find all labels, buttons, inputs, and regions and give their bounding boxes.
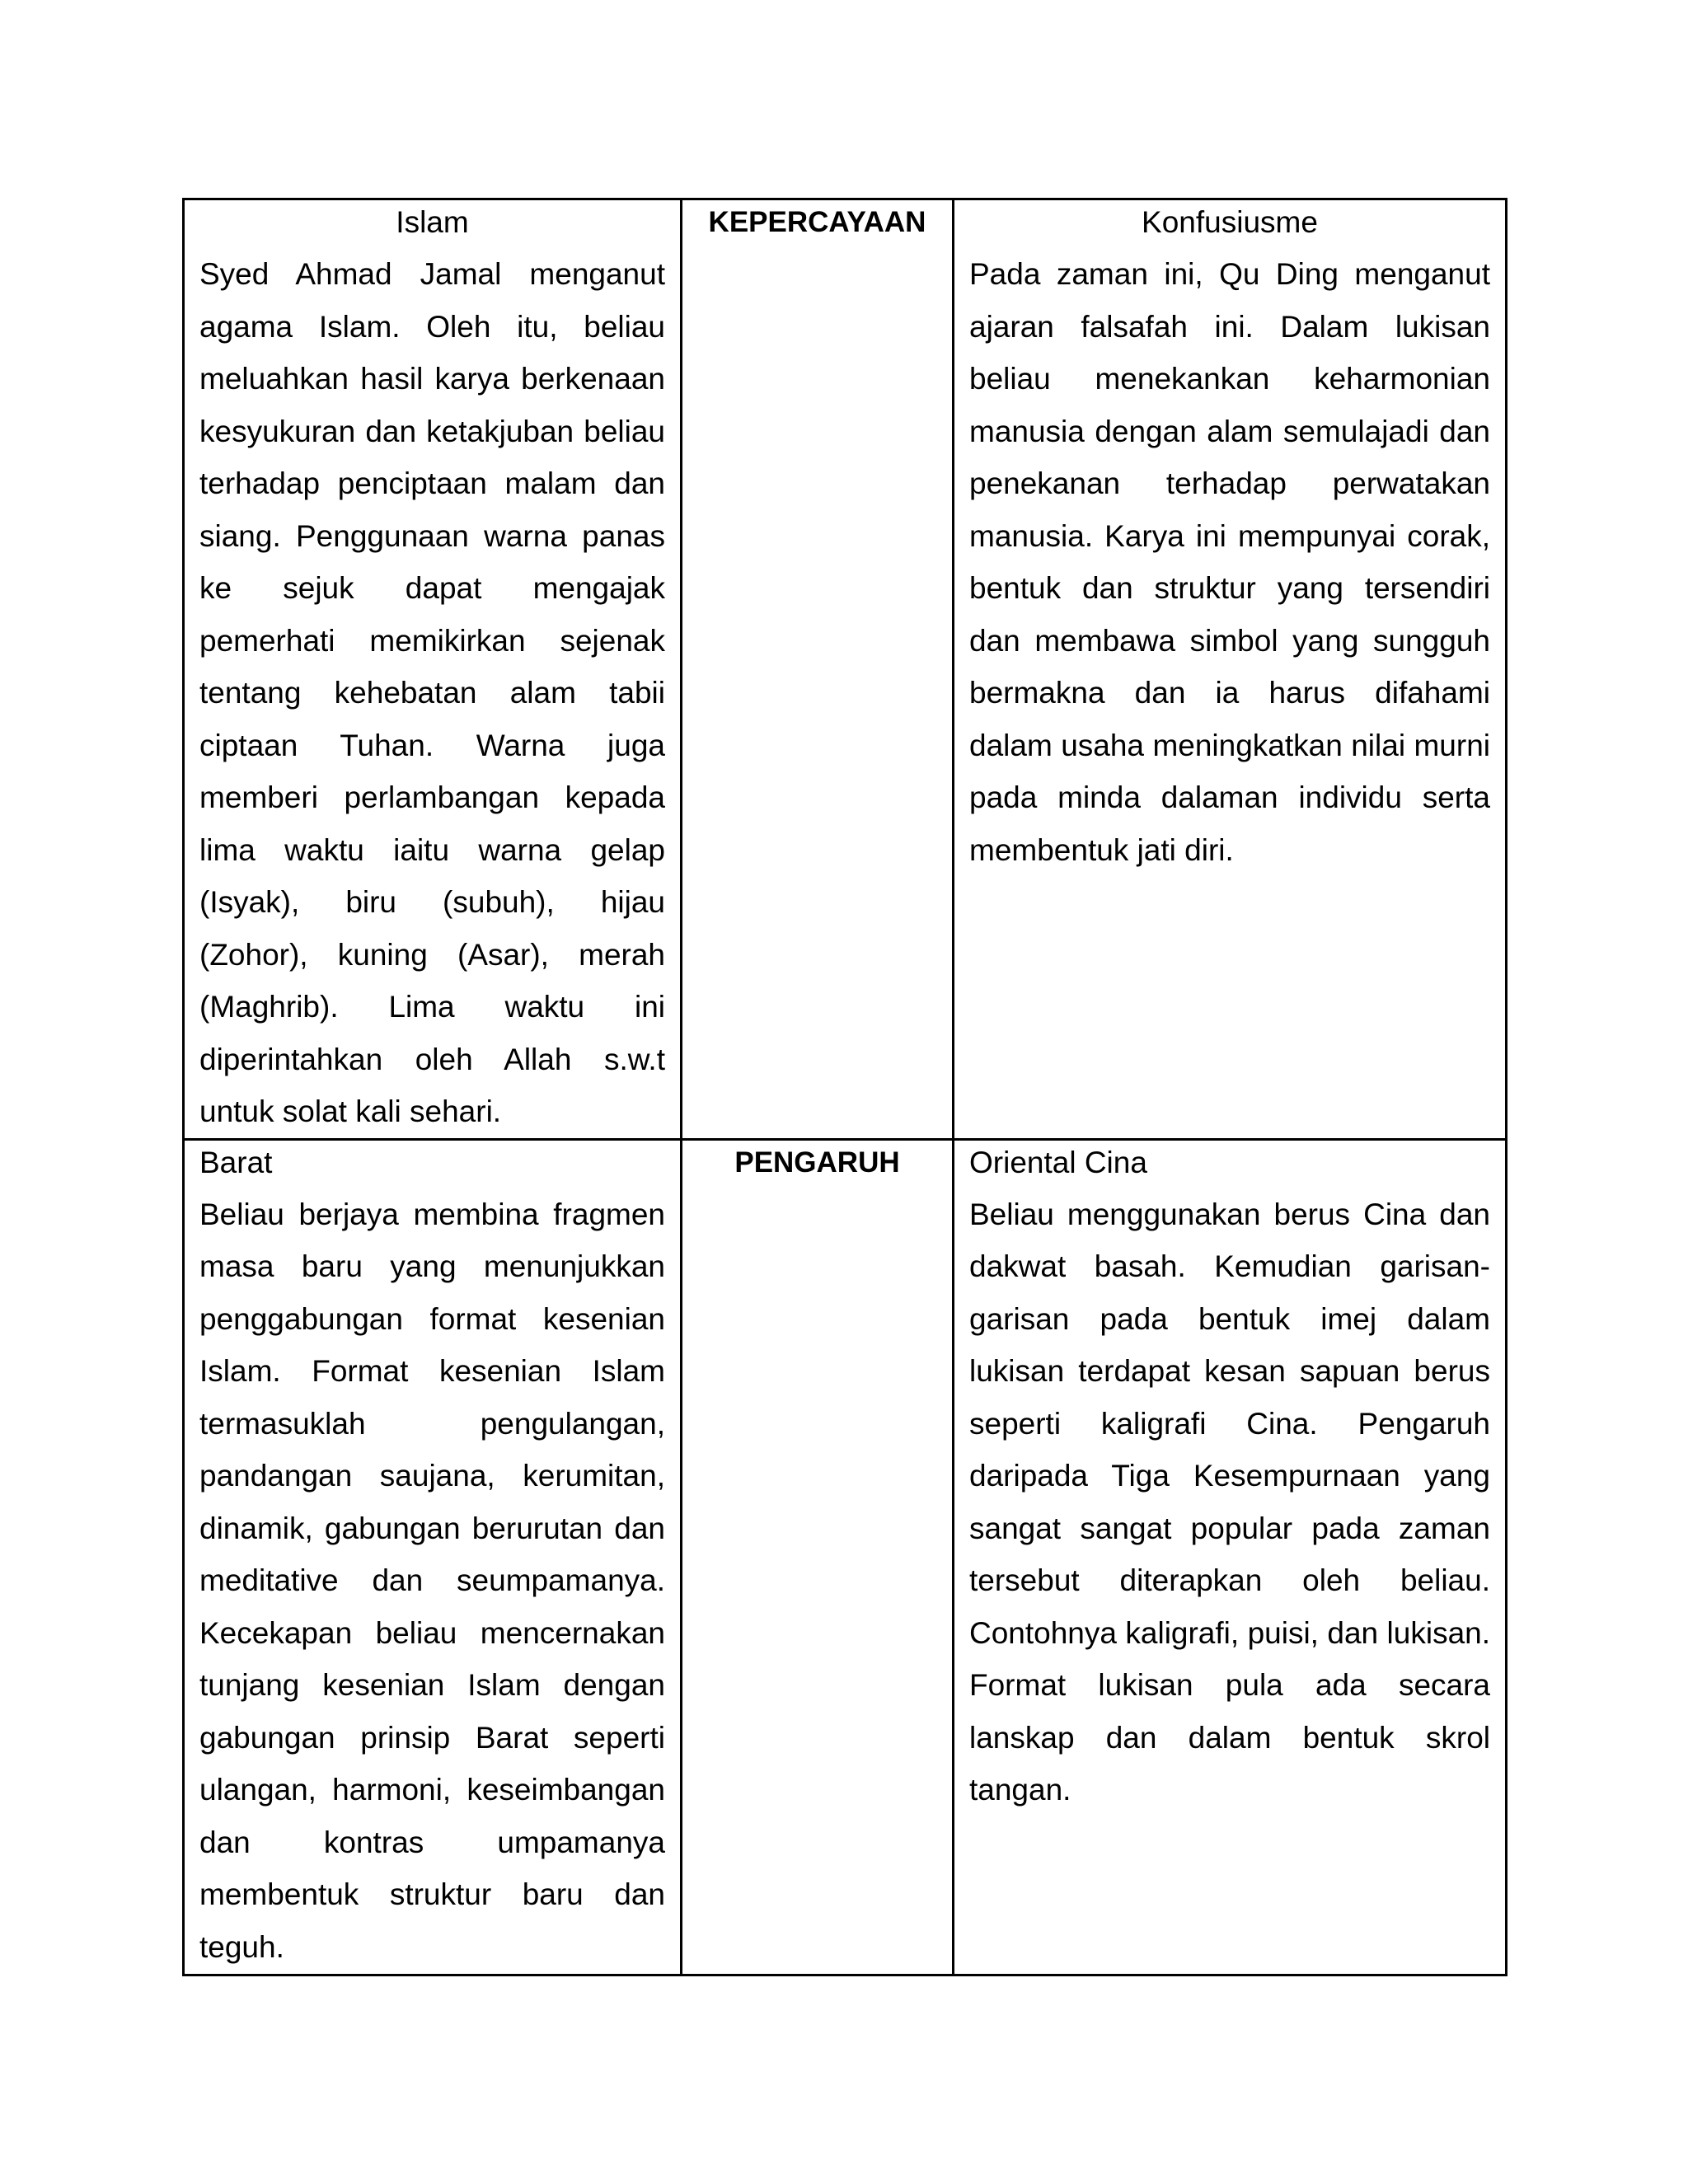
- heading-oriental-cina: Oriental Cina: [969, 1145, 1147, 1179]
- table-row-kepercayaan: [184, 199, 1507, 1140]
- text-barat: Beliau berjaya membina fragmen masa baru yang menunjukkan penggabungan format kesenian Islam. Format kesenian Islam termasuklah pengulangan, pandangan saujana, kerumitan, dinamik, gabungan berurutan dan meditative dan seumpamanya. Kecekapan beliau mencernakan tunjang kesenian Islam dengan gabungan prinsip Barat seperti ulangan, harmoni, keseimbangan dan kontras umpamanya membentuk struktur baru dan teguh.: [199, 1197, 665, 1964]
- text-islam: Syed Ahmad Jamal menganut agama Islam. Oleh itu, beliau meluahkan hasil karya berkenaan kesyukuran dan ketakjuban beliau terhadap penciptaan malam dan siang. Penggunaan warna panas ke sejuk dapat mengajak pemerhati memikirkan sejenak tentang kehebatan alam tabii ciptaan Tuhan. Warna juga memberi perlambangan kepada lima waktu iaitu warna gelap (Isyak), biru (subuh), hijau (Zohor), kuning (Asar), merah (Maghrib). Lima waktu ini diperintahkan oleh Allah s.w.t untuk solat kali sehari.: [199, 257, 665, 1128]
- category-label-kepercayaan: KEPERCAYAAN: [708, 206, 926, 238]
- text-oriental-cina: Beliau menggunakan berus Cina dan dakwat basah. Kemudian garisan-garisan pada bentuk imej dalam lukisan terdapat kesan sapuan berus seperti kaligrafi Cina. Pengaruh daripada Tiga Kesempurnaan yang sangat sangat popular pada zaman tersebut diterapkan oleh beliau. Contohnya kaligrafi, puisi, dan lukisan. Format lukisan pula ada secara lanskap dan dalam bentuk skrol tangan.: [969, 1197, 1490, 1807]
- table-row-pengaruh: [184, 1139, 1507, 1975]
- heading-barat: Barat: [199, 1145, 273, 1179]
- text-konfusiusme: Pada zaman ini, Qu Ding menganut ajaran falsafah ini. Dalam lukisan beliau menekankan keharmonian manusia dengan alam semulajadi dan penekanan terhadap perwatakan manusia. Karya ini mempunyai corak, bentuk dan struktur yang tersendiri dan membawa simbol yang sungguh bermakna dan ia harus difahami dalam usaha meningkatkan nilai murni pada minda dalaman individu serta membentuk jati diri.: [969, 257, 1490, 867]
- cell-barat: [184, 1139, 682, 1975]
- cell-islam: [184, 199, 682, 1140]
- heading-konfusiusme: Konfusiusme: [1142, 205, 1318, 239]
- cell-category-kepercayaan: [682, 199, 954, 1140]
- category-label-pengaruh: PENGARUH: [734, 1146, 900, 1179]
- comparison-table: [182, 198, 1507, 1976]
- cell-category-pengaruh: [682, 1139, 954, 1975]
- cell-oriental-cina: [954, 1139, 1507, 1975]
- heading-islam: Islam: [396, 205, 469, 239]
- cell-konfusiusme: [954, 199, 1507, 1140]
